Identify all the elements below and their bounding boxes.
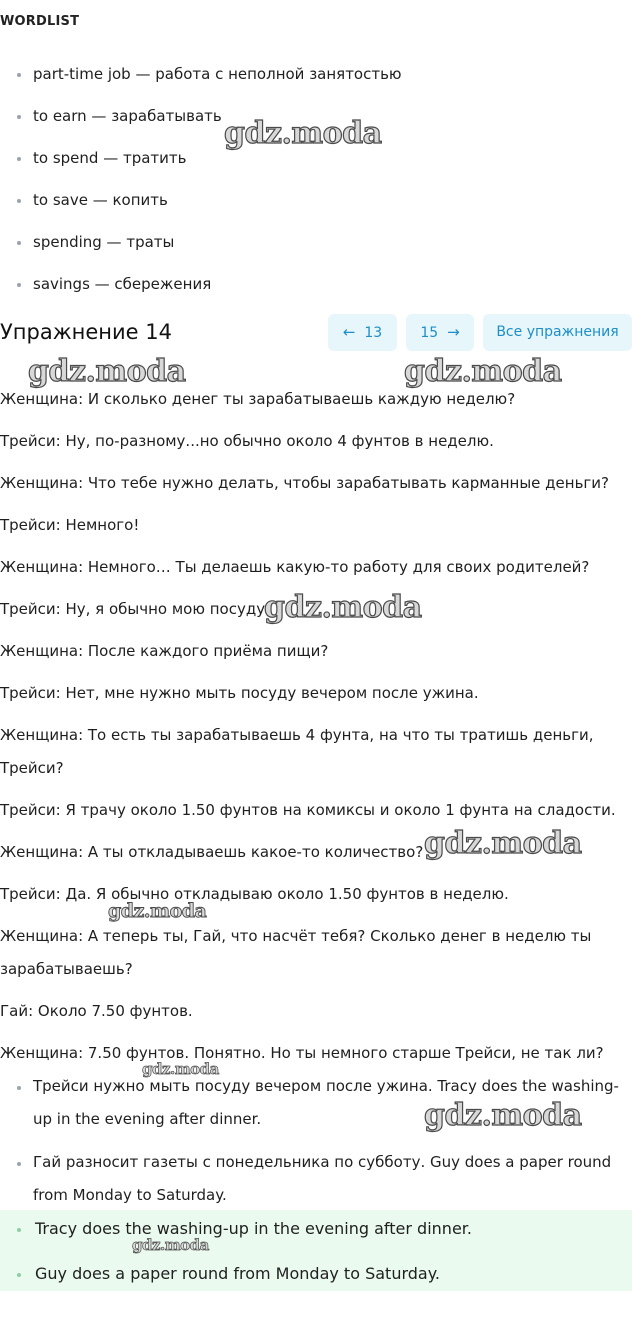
list-item-text: to save — копить xyxy=(33,191,168,209)
list-item-text: to spend — тратить xyxy=(33,149,187,167)
watermark-logo: gdz.moda xyxy=(264,590,422,625)
bullet-icon xyxy=(17,283,21,287)
watermark-logo: gdz.moda xyxy=(108,900,207,922)
dialogue xyxy=(0,383,632,1079)
prev-exercise-label: 13 xyxy=(364,325,383,341)
dialogue-line: Трейси: Нет, мне нужно мыть посуду вечером после ужина. xyxy=(0,684,479,702)
watermark-logo: gdz.moda xyxy=(424,826,582,861)
list-item-text: Трейси нужно мыть посуду вечером после ужина. Tracy does the washing-up in the evening after dinner. xyxy=(33,1077,619,1128)
arrow-left-icon: ← xyxy=(342,323,356,341)
next-exercise-button[interactable] xyxy=(406,314,474,351)
list-item xyxy=(0,266,632,308)
dialogue-line: Трейси: Я трачу около 1.50 фунтов на комиксы и около 1 фунта на сладости. xyxy=(0,801,616,819)
bullet-icon xyxy=(17,1162,21,1166)
watermark-logo: gdz.moda xyxy=(28,354,186,389)
watermark-logo: gdz.moda xyxy=(142,1060,219,1078)
answer-text: Guy does a paper round from Monday to Saturday. xyxy=(35,1264,440,1283)
dialogue-line: Трейси: Ну, по-разному...но обычно около 4 фунтов в неделю. xyxy=(0,432,494,450)
dialogue-line: Женщина: И сколько денег ты зарабатываешь каждую неделю? xyxy=(0,390,516,408)
exercise-header xyxy=(0,314,632,352)
bullet-icon xyxy=(17,1228,21,1232)
dialogue-line: Трейси: Да. Я обычно откладываю около 1.50 фунтов в неделю. xyxy=(0,885,509,903)
dialogue-line: Женщина: А теперь ты, Гай, что насчёт тебя? Сколько денег в неделю ты зарабатываешь? xyxy=(0,927,592,978)
next-exercise-label: 15 xyxy=(420,325,439,341)
list-item-text: spending — траты xyxy=(33,233,175,251)
arrow-right-icon: → xyxy=(447,323,460,341)
list-item xyxy=(0,140,632,182)
list-item-text: Гай разносит газеты с понедельника по субботу. Guy does a paper round from Monday to Saturday. xyxy=(33,1153,612,1204)
bullet-icon xyxy=(17,1086,21,1090)
watermark-logo: gdz.moda xyxy=(404,354,562,389)
list-item xyxy=(0,224,632,266)
dialogue-line: Трейси: Ну, я обычно мою посуду. xyxy=(0,600,270,618)
dialogue-line: Женщина: А ты откладываешь какое-то количество? xyxy=(0,843,424,861)
dialogue-line: Женщина: Немного… Ты делаешь какую-то работу для своих родителей? xyxy=(0,558,590,576)
list-item-text: part-time job — работа с неполной занятостью xyxy=(33,65,402,83)
watermark-logo: gdz.moda xyxy=(132,1236,209,1254)
dialogue-line: Женщина: 7.50 фунтов. Понятно. Но ты немного старше Трейси, не так ли? xyxy=(0,1044,604,1062)
answer-item xyxy=(0,1210,632,1255)
dialogue-line: Женщина: То есть ты зарабатываешь 4 фунта, на что ты тратишь деньги, Трейси? xyxy=(0,726,594,777)
answer-text: Tracy does the washing-up in the evening after dinner. xyxy=(35,1219,472,1238)
dialogue-line: Трейси: Немного! xyxy=(0,516,140,534)
prev-exercise-button[interactable] xyxy=(328,314,397,351)
wordlist xyxy=(0,56,632,308)
all-exercises-button[interactable]: Все упражнения xyxy=(483,314,632,351)
list-item xyxy=(0,98,632,140)
dialogue-line: Женщина: Что тебе нужно делать, чтобы зарабатывать карманные деньги? xyxy=(0,474,610,492)
watermark-logo: gdz.moda xyxy=(224,116,382,151)
dialogue-line: Гай: Около 7.50 фунтов. xyxy=(0,1002,193,1020)
list-item-text: to earn — зарабатывать xyxy=(33,107,222,125)
list-item xyxy=(0,56,632,98)
wordlist-title: WORDLIST xyxy=(0,14,80,29)
list-item-text: savings — сбережения xyxy=(33,275,212,293)
answer-item xyxy=(0,1255,632,1300)
watermark-logo: gdz.moda xyxy=(424,1098,582,1133)
list-item xyxy=(0,1146,632,1212)
translation-list xyxy=(0,1070,632,1222)
dialogue-line: Женщина: После каждого приёма пищи? xyxy=(0,642,329,660)
exercise-title: Упражнение 14 xyxy=(0,320,172,344)
answer-box xyxy=(0,1210,632,1291)
bullet-icon xyxy=(17,199,21,203)
bullet-icon xyxy=(17,115,21,119)
bullet-icon xyxy=(17,73,21,77)
list-item xyxy=(0,182,632,224)
bullet-icon xyxy=(17,241,21,245)
bullet-icon xyxy=(17,1273,21,1277)
bullet-icon xyxy=(17,157,21,161)
list-item xyxy=(0,1070,632,1136)
